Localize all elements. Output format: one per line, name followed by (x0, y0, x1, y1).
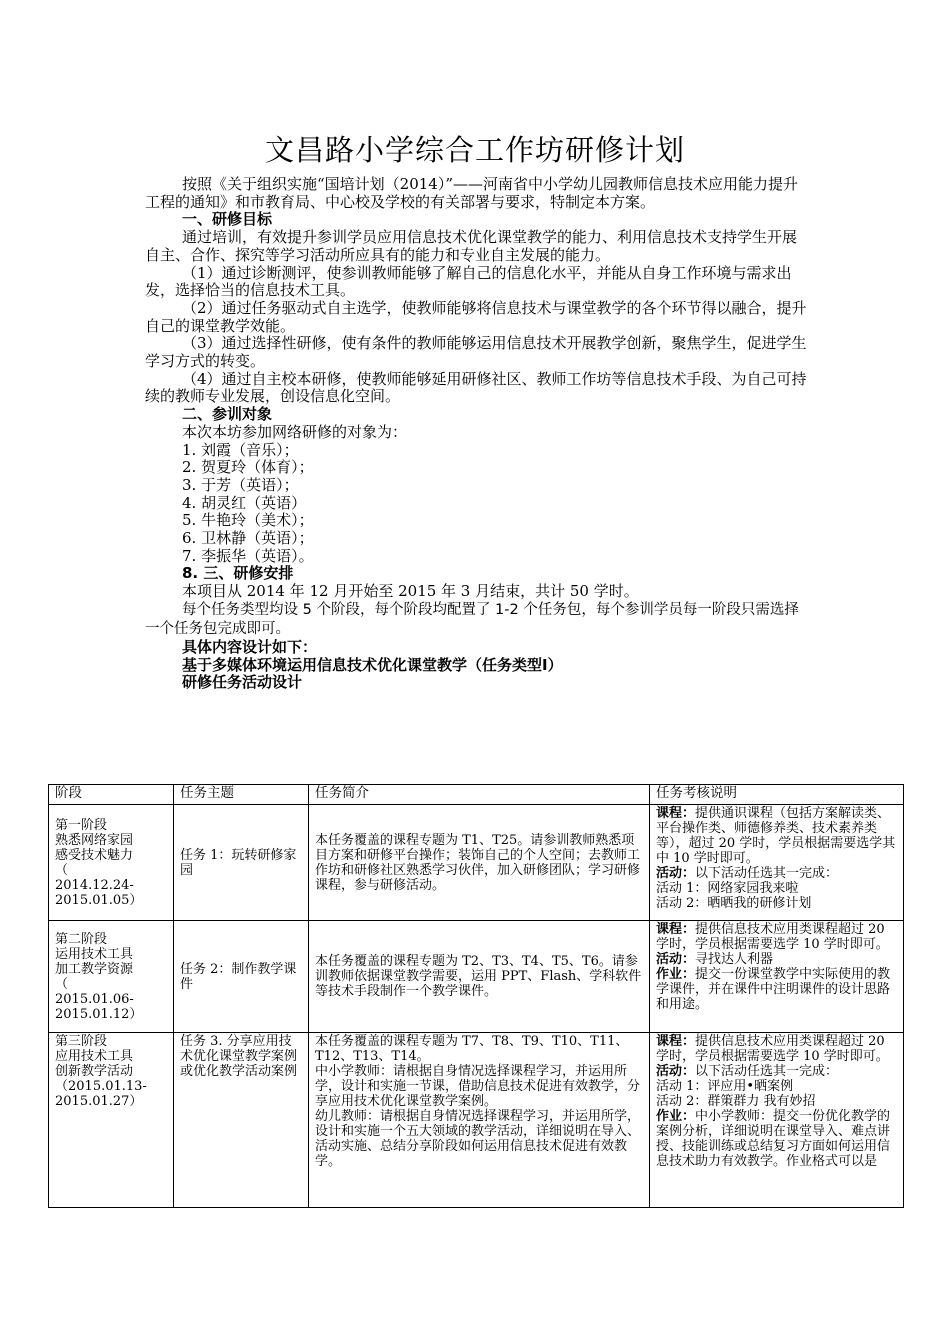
intro-cell: 本任务覆盖的课程专题为 T7、T8、T9、T10、T11、T12、T13、T14。 中小学教师：请根据自身情况选择课程学习，并运用所学，设计和实施一节课，借助信息技术促进有效教学，分享应用技术优化课堂教学案例。 幼儿教师：请根据自身情况选择课程学习，并运用所学，设计和实施一个五大领域的教学活动，详细说明在导入、活动实施、总结分享阶段如何运用信息技术促进有效教学。 (309, 1033, 650, 1208)
task-table (48, 784, 904, 1208)
assess-cell: 课程：提供信息技术应用类课程超过 20 学时，学员根据需要选学 10 学时即可。 活动：寻找达人利器 作业：提交一份课堂教学中实际使用的教学课件，并在课件中注明课件的设计思路和用途。 (650, 921, 904, 1033)
header-theme: 任务主题 (174, 785, 309, 805)
section-heading-goals: 一、研修目标 (182, 210, 273, 229)
participant-item: 7. 李振华（英语）。 (182, 546, 314, 565)
participant-item: 1. 刘霞（音乐）； (182, 440, 299, 459)
theme-cell: 任务 1：玩转研修家园 (174, 805, 309, 921)
table-header-row (49, 785, 904, 805)
intro-cell: 本任务覆盖的课程专题为 T1、T25。请参训教师熟悉项目方案和研修平台操作；装饰自己的个人空间；去教师工作坊和研修社区熟悉学习伙伴，加入研修团队；学习研修课程，参与研修活动。 (309, 805, 650, 921)
participant-item: 3. 于芳（英语）； (182, 475, 299, 494)
design-label: 具体内容设计如下： (182, 637, 318, 656)
table-row (49, 921, 904, 1033)
task-table-wrapper (48, 784, 903, 1208)
assess-cell: 课程：提供通识课程（包括方案解读类、平台操作类、师德修养类、技术素养类等），超过 20 学时，学员根据需要选学其中 10 学时即可。 活动：以下活动任选其一完成： 活动 1：网络家园我来啦 活动 2：晒晒我的研修计划 (650, 805, 904, 921)
section-heading-participants: 二、参训对象 (182, 405, 273, 424)
stage-cell: 第三阶段 应用技术工具 创新教学活动 （2015.01.13- 2015.01.27） (49, 1033, 174, 1208)
table-row (49, 805, 904, 921)
section-heading-schedule: 8. 三、研修安排 (182, 564, 294, 583)
goal-item: （4）通过自主校本研修，使教师能够延用研修社区、教师工作坊等信息技术手段、为自己可持续的教师专业发展，创设信息化空间。 (145, 369, 807, 406)
participant-item: 2. 贺夏玲（体育）； (182, 458, 314, 477)
participant-item: 5. 牛艳玲（美术）； (182, 511, 314, 530)
document-body (145, 176, 810, 692)
header-intro: 任务简介 (309, 785, 650, 805)
goal-item: （3）通过选择性研修，使有条件的教师能够运用信息技术开展教学创新，聚焦学生，促进学生学习方式的转变。 (145, 334, 807, 371)
goals-paragraph: 通过培训，有效提升参训学员应用信息技术优化课堂教学的能力、利用信息技术支持学生开展自主、合作、探究等学习活动所应具有的能力和专业自主发展的能力。 (145, 228, 798, 264)
header-assess: 任务考核说明 (650, 785, 904, 805)
stage-cell: 第一阶段 熟悉网络家园 感受技术魅力 （ 2014.12.24- 2015.01.05） (49, 805, 174, 921)
page-title: 文昌路小学综合工作坊研修计划 (264, 133, 685, 167)
theme-cell: 任务 3. 分享应用技术优化课堂教学案例或优化教学活动案例 (174, 1033, 309, 1208)
task-type-heading: 基于多媒体环境运用信息技术优化课堂教学（任务类型Ⅰ） (182, 655, 563, 674)
intro-paragraph: 按照《关于组织实施“国培计划（2014）”——河南省中小学幼儿园教师信息技术应用能力提升工程的通知》和市教育局、中心校及学校的有关部署与要求，特制定本方案。 (145, 175, 799, 211)
schedule-paragraph: 本项目从 2014 年 12 月开始至 2015 年 3 月结束，共计 50 学时。 (182, 582, 639, 601)
table-caption: 研修任务活动设计 (182, 673, 303, 692)
participants-intro: 本次本坊参加网络研修的对象为： (182, 422, 408, 441)
table-row (49, 1033, 904, 1208)
goal-item: （1）通过诊断测评，使参训教师能够了解自己的信息化水平，并能从自身工作环境与需求出发，选择恰当的信息技术工具。 (145, 263, 792, 300)
intro-cell: 本任务覆盖的课程专题为 T2、T3、T4、T5、T6。请参训教师依据课堂教学需要，运用 PPT、Flash、学科软件等技术手段制作一个教学课件。 (309, 921, 650, 1033)
participant-item: 4. 胡灵红（英语） (182, 493, 307, 512)
assess-cell: 课程：提供信息技术应用类课程超过 20 学时，学员根据需要选学 10 学时即可。 活动：以下活动任选其一完成： 活动 1：评应用•晒案例 活动 2：群策群力 我有妙招 作业：中小学教师：提交一份优化教学的案例分析，详细说明在课堂导入、难点讲授、技能训练或总结复习方面如何运用信息技术助力有效教学。作业格式可以是 (650, 1033, 904, 1208)
stage-cell: 第二阶段 运用技术工具 加工教学资源 （ 2015.01.06- 2015.01.12） (49, 921, 174, 1033)
participant-item: 6. 卫林静（英语）； (182, 529, 314, 548)
theme-cell: 任务 2：制作教学课件 (174, 921, 309, 1033)
task-note-paragraph: 每个任务类型均设 5 个阶段，每个阶段均配置了 1-2 个任务包，每个参训学员每一阶段只需选择一个任务包完成即可。 (145, 601, 799, 637)
header-stage: 阶段 (49, 785, 174, 805)
goal-item: （2）通过任务驱动式自主选学，使教师能够将信息技术与课堂教学的各个环节得以融合，提升自己的课堂教学效能。 (145, 298, 807, 335)
